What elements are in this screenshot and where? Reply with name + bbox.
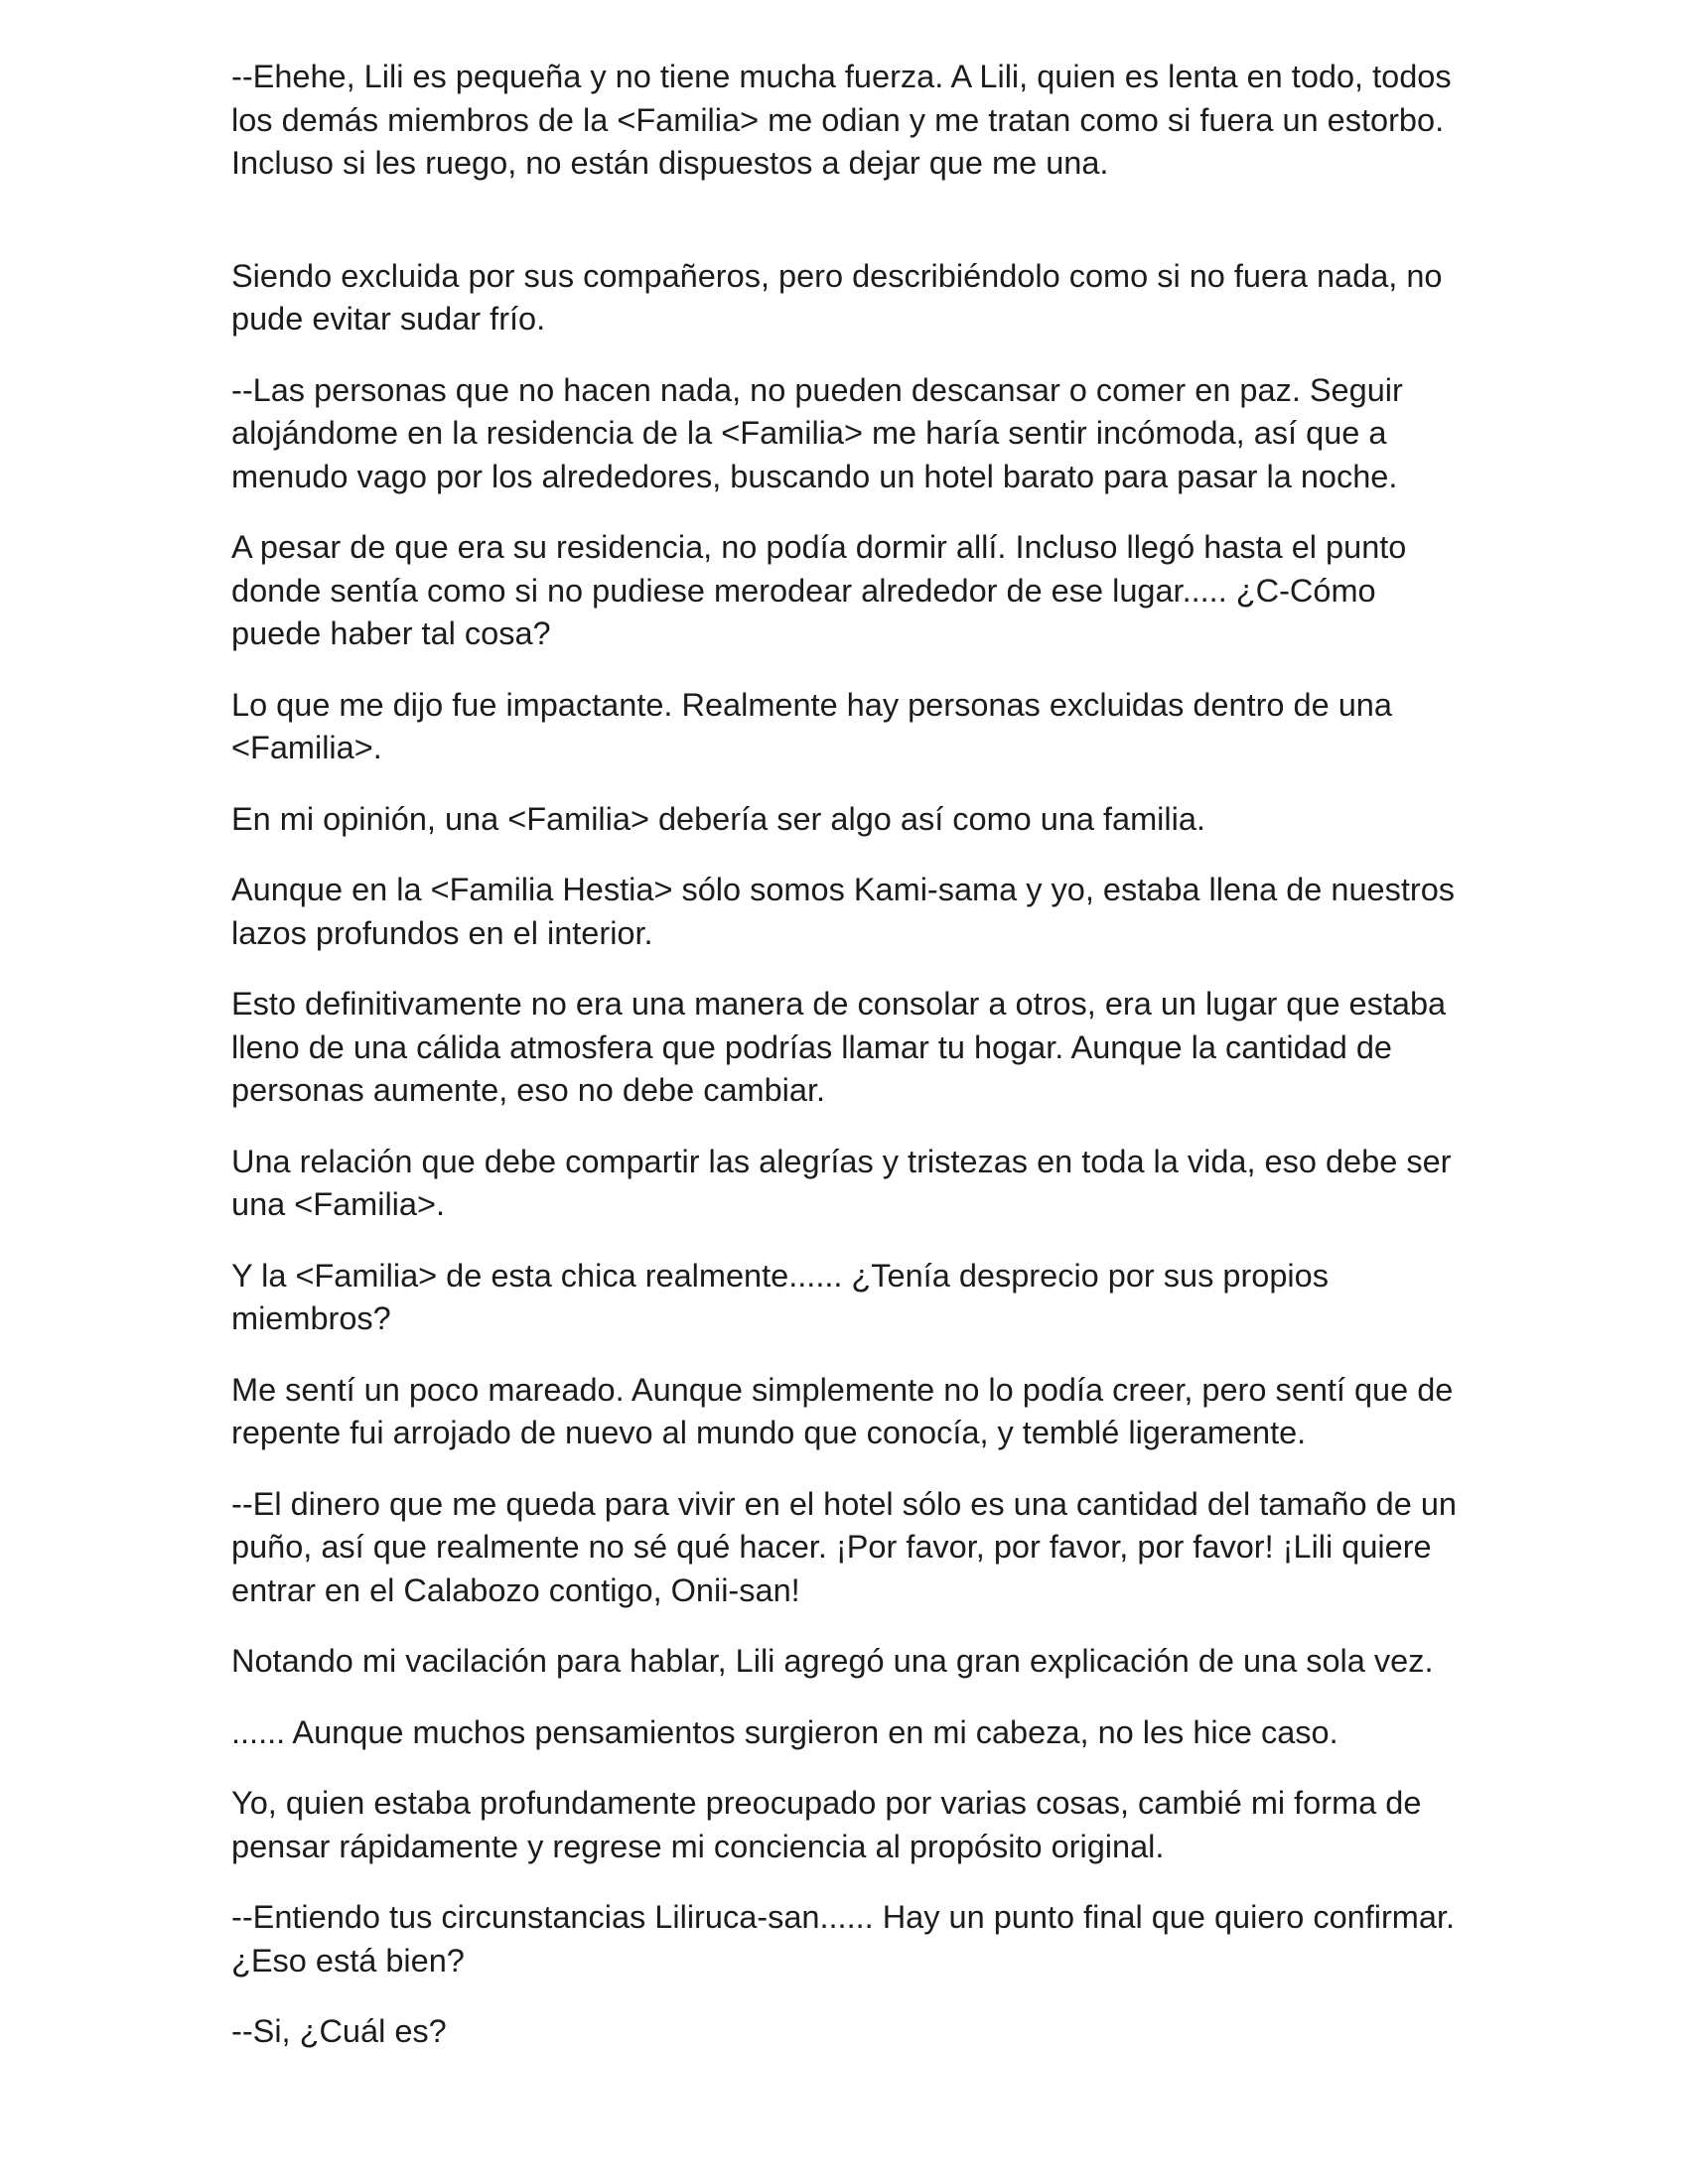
paragraph-3: --Las personas que no hacen nada, no pueden descansar o comer en paz. Seguir alojándome en la residencia de la <Familia> me haría sentir incómoda, así que a menudo vago por los alrededores, buscando un hotel barato para pasar la noche. (231, 371, 1403, 494)
paragraph-13: Notando mi vacilación para hablar, Lili agregó una gran explicación de una sola vez. (231, 1643, 1434, 1679)
paragraph-6: En mi opinión, una <Familia> debería ser algo así como una familia. (231, 800, 1205, 837)
paragraph-14: ...... Aunque muchos pensamientos surgieron en mi cabeza, no les hice caso. (231, 1713, 1338, 1750)
paragraph-4: A pesar de que era su residencia, no podía dormir allí. Incluso llegó hasta el punto donde sentía como si no pudiese merodear alrededor de ese lugar..... ¿C-Cómo puede haber tal cosa? (231, 529, 1407, 651)
paragraph-8: Esto definitivamente no era una manera de consolar a otros, era un lugar que estaba lleno de una cálida atmosfera que podrías llamar tu hogar. Aunque la cantidad de personas aumente, eso no debe cambiar. (231, 986, 1447, 1108)
paragraph-9: Una relación que debe compartir las alegrías y tristezas en toda la vida, eso debe ser una <Familia>. (231, 1143, 1452, 1222)
paragraph-7: Aunque en la <Familia Hestia> sólo somos Kami-sama y yo, estaba llena de nuestros lazos profundos en el interior. (231, 872, 1456, 951)
paragraph-16: --Entiendo tus circunstancias Liliruca-san...... Hay un punto final que quiero confirmar. ¿Eso está bien? (231, 1899, 1456, 1979)
paragraph-17: --Si, ¿Cuál es? (231, 2013, 447, 2049)
paragraph-1: --Ehehe, Lili es pequeña y no tiene mucha fuerza. A Lili, quien es lenta en todo, todos los demás miembros de la <Familia> me odian y me tratan como si fuera un estorbo. Incluso si les ruego, no están dispuestos a dejar que me una. (231, 59, 1452, 181)
paragraph-12: --El dinero que me queda para vivir en el hotel sólo es una cantidad del tamaño de un puño, así que realmente no sé qué hacer. ¡Por favor, por favor, por favor! ¡Lili quiere entrar en el Calabozo contigo, Onii-san! (231, 1485, 1457, 1608)
paragraph-2: Siendo excluida por sus compañeros, pero describiéndolo como si no fuera nada, no pude evitar sudar frío. (231, 257, 1443, 337)
paragraph-11: Me sentí un poco mareado. Aunque simplemente no lo podía creer, pero sentí que de repente fui arrojado de nuevo al mundo que conocía, y temblé ligeramente. (231, 1371, 1454, 1450)
paragraph-10: Y la <Familia> de esta chica realmente...... ¿Tenía desprecio por sus propios miembros? (231, 1257, 1329, 1336)
document-body (231, 56, 1463, 2082)
paragraph-5: Lo que me dijo fue impactante. Realmente hay personas excluidas dentro de una <Familia>. (231, 686, 1392, 765)
paragraph-15: Yo, quien estaba profundamente preocupado por varias cosas, cambié mi forma de pensar rápidamente y regrese mi conciencia al propósito original. (231, 1785, 1422, 1864)
